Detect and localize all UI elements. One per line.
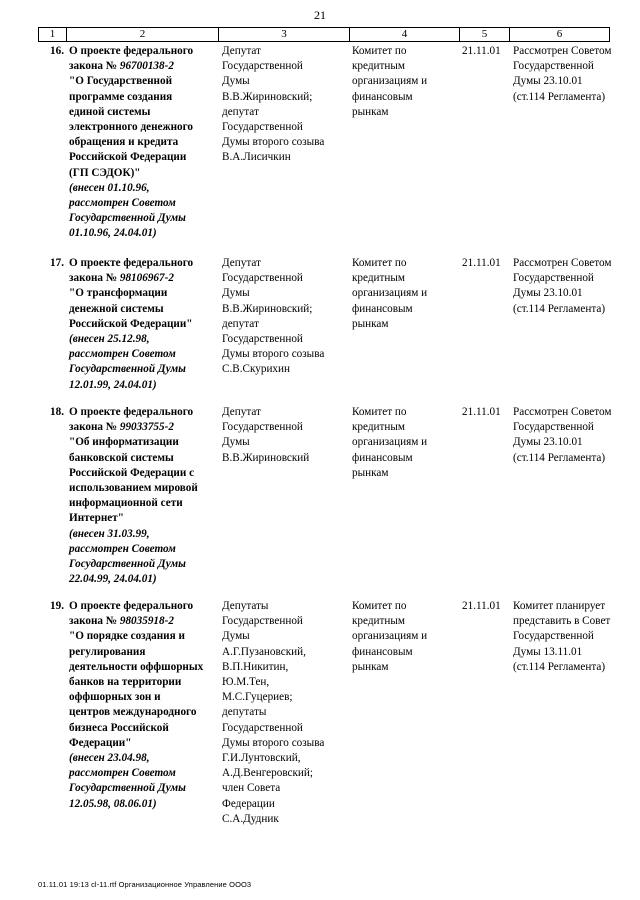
bill-title-body: "О Государственной программе создания единой системы электронного денежного обращения и кредита Российской Федерации (ГП СЭДОК)" — [69, 75, 194, 179]
header-col-3: 3 — [219, 28, 350, 41]
responsible-committee: Комитет по кредитным организациям и финансовым рынкам — [352, 257, 428, 330]
bill-reference: 99033755-2 — [119, 421, 174, 434]
review-date: 21.11.01 — [462, 45, 501, 57]
bill-title-body: "О порядке создания и регулирования деятельности оффшорных банков на территории оффшорных зон и центров международного бизнеса Российской Федерации" — [69, 630, 204, 749]
header-col-5: 5 — [460, 28, 510, 41]
responsible-committee: Комитет по кредитным организациям и финансовым рынкам — [352, 45, 428, 118]
header-col-1: 1 — [39, 28, 67, 41]
bill-authors: Депутат Государственной Думы В.В.Жириновский — [222, 406, 310, 464]
bill-reference: 98106967-2 — [119, 272, 174, 285]
bill-title-body: "Об информатизации банковской системы Российской Федерации с использованием мировой информационной сети Интернет" — [69, 436, 198, 525]
bill-title-lead: О проекте федерального закона № — [69, 406, 194, 434]
bill-note: (внесен 23.04.98, рассмотрен Советом Государственной Думы 12.05.98, 08.06.01) — [69, 752, 186, 810]
header-col-2: 2 — [67, 28, 219, 41]
bill-status: Рассмотрен Советом Государственной Думы 23.10.01 (ст.114 Регламента) — [513, 45, 612, 103]
bill-authors: Депутат Государственной Думы В.В.Жириновский; депутат Государственной Думы второго созыва В.А.Лисичкин — [222, 45, 325, 164]
page-number: 21 — [314, 8, 326, 22]
document-footer: 01.11.01 19:13 cl-11.rtf Организационное Управление ООО3 — [38, 880, 252, 889]
responsible-committee: Комитет по кредитным организациям и финансовым рынкам — [352, 600, 428, 673]
bill-status: Рассмотрен Советом Государственной Думы 23.10.01 (ст.114 Регламента) — [513, 406, 612, 464]
bill-note: (внесен 01.10.96, рассмотрен Советом Государственной Думы 01.10.96, 24.04.01) — [69, 181, 186, 240]
bill-title — [69, 44, 219, 242]
bill-title-lead: О проекте федерального закона № — [69, 257, 194, 285]
header-col-4: 4 — [350, 28, 460, 41]
bill-authors: Депутат Государственной Думы В.В.Жириновский; депутат Государственной Думы второго созыва С.В.Скурихин — [222, 257, 325, 376]
bill-title-body: "О трансформации денежной системы Российской Федерации" — [69, 287, 193, 330]
bill-title — [69, 405, 219, 587]
bill-reference: 98035918-2 — [119, 615, 174, 628]
row-number: 19. — [50, 600, 64, 612]
bill-status: Рассмотрен Советом Государственной Думы 23.10.01 (ст.114 Регламента) — [513, 257, 612, 315]
table-header — [38, 27, 610, 42]
bill-authors: Депутаты Государственной Думы А.Г.Пузановский, В.П.Никитин, Ю.М.Тен, М.С.Гуцериев; депутаты Государственной Думы второго созыва Г.И.Лунтовский, А.Д.Венгеровский; член Совета Федерации С.А.Дудник — [222, 600, 325, 825]
responsible-committee: Комитет по кредитным организациям и финансовым рынкам — [352, 406, 428, 479]
review-date: 21.11.01 — [462, 406, 501, 418]
bill-title — [69, 256, 219, 393]
bill-note: (внесен 31.03.99, рассмотрен Советом Государственной Думы 22.04.99, 24.04.01) — [69, 527, 186, 586]
row-number: 16. — [50, 45, 64, 57]
bill-title-lead: О проекте федерального закона № — [69, 45, 194, 73]
bill-note: (внесен 25.12.98, рассмотрен Советом Государственной Думы 12.01.99, 24.04.01) — [69, 333, 186, 391]
bill-title-lead: О проекте федерального закона № — [69, 600, 194, 628]
header-col-6: 6 — [556, 28, 563, 40]
bill-title — [69, 599, 219, 812]
bill-status: Комитет планирует представить в Совет Государственной Думы 13.11.01 (ст.114 Регламента) — [513, 600, 611, 673]
bill-reference: 96700138-2 — [119, 60, 174, 73]
review-date: 21.11.01 — [462, 600, 501, 612]
row-number: 18. — [50, 406, 64, 418]
review-date: 21.11.01 — [462, 257, 501, 269]
row-number: 17. — [50, 257, 64, 269]
